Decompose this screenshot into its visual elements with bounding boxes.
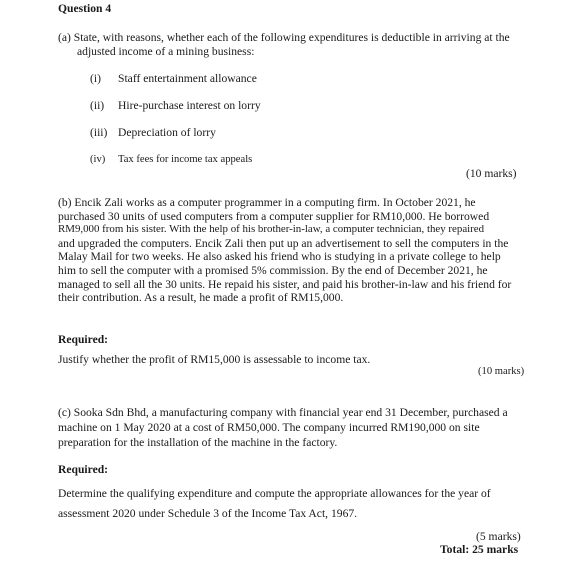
item-number: (iii) xyxy=(90,126,108,139)
paragraph-line: their contribution. As a result, he made a profit of RM15,000. xyxy=(58,291,344,305)
paragraph-line: him to sell the computer with a promised 5% commission. By the end of December 2021, he xyxy=(58,263,488,277)
paragraph-line: and upgraded the computers. Encik Zali then put up an advertisement to sell the computers in the xyxy=(58,236,509,250)
part-c-required-text xyxy=(58,484,535,524)
required-line: Determine the qualifying expenditure and compute the appropriate allowances for the year of xyxy=(58,487,491,500)
part-b-marks: (10 marks) xyxy=(478,366,525,377)
paragraph-line: preparation for the installation of the machine in the factory. xyxy=(58,436,338,449)
part-b-required-text: Justify whether the profit of RM15,000 is assessable to income tax. xyxy=(58,353,371,366)
part-a-stem-line-1: (a) State, with reasons, whether each of the following expenditures is deductible in arriving at the xyxy=(58,31,510,44)
paragraph-line: RM9,000 from his sister. With the help of his brother-in-law, a computer technician, they repaired xyxy=(58,223,485,236)
part-a-marks: (10 marks) xyxy=(466,167,517,180)
total-marks: Total: 25 marks xyxy=(440,543,519,556)
part-c-paragraph xyxy=(58,405,535,450)
paragraph-line: managed to sell all the 30 units. He repaid his sister, and paid his brother-in-law and his friend for xyxy=(58,277,512,291)
part-b-paragraph xyxy=(58,196,535,305)
item-text: Staff entertainment allowance xyxy=(118,72,257,85)
part-c-required-label: Required: xyxy=(58,463,109,476)
required-line: assessment 2020 under Schedule 3 of the Income Tax Act, 1967. xyxy=(58,507,358,520)
item-number: (ii) xyxy=(90,99,105,112)
item-text: Depreciation of lorry xyxy=(118,126,216,139)
part-c-marks: (5 marks) xyxy=(476,530,521,543)
part-a-stem-line-2: adjusted income of a mining business: xyxy=(77,45,255,58)
paragraph-line: machine on 1 May 2020 at a cost of RM50,000. The company incurred RM190,000 on site xyxy=(58,421,480,434)
part-a-item xyxy=(90,153,252,166)
paragraph-line: purchased 30 units of used computers from a computer supplier for RM10,000. He borrowed xyxy=(58,209,490,223)
paragraph-line: (c) Sooka Sdn Bhd, a manufacturing company with financial year end 31 December, purchased a xyxy=(58,406,508,419)
part-a-item xyxy=(90,72,257,85)
item-number: (i) xyxy=(90,72,101,85)
item-text: Tax fees for income tax appeals xyxy=(118,154,253,165)
paragraph-line: Malay Mail for two weeks. He also asked his friend who is studying in a private college to help xyxy=(58,250,501,264)
question-title: Question 4 xyxy=(58,2,112,15)
item-text: Hire-purchase interest on lorry xyxy=(118,99,261,112)
part-a-item xyxy=(90,99,261,112)
item-number: (iv) xyxy=(90,154,106,165)
paragraph-line: (b) Encik Zali works as a computer programmer in a computing firm. In October 2021, he xyxy=(58,196,476,209)
part-b-required-label: Required: xyxy=(58,333,109,346)
part-a-item xyxy=(90,126,216,139)
